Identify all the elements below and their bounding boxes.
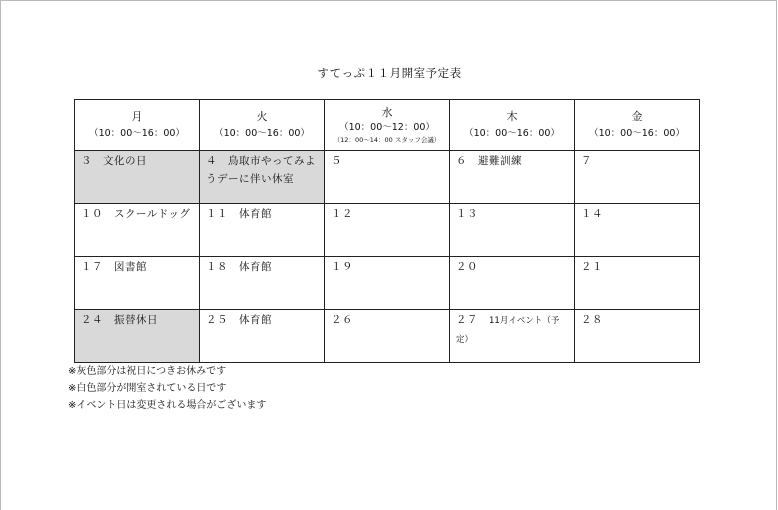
date-cell xyxy=(450,204,575,257)
date-text: １８ 体育館 xyxy=(206,261,272,273)
date-text: １１ 体育館 xyxy=(206,208,272,220)
footnotes xyxy=(68,363,266,414)
footnote: ※白色部分が開室されている日です xyxy=(68,383,227,394)
hours-label: （10：00〜16：00） xyxy=(89,128,185,139)
hours-label: （10：00〜12：00） xyxy=(339,121,435,133)
header-cell-tue xyxy=(200,100,325,151)
date-text: １０ スクールドッグ xyxy=(81,208,191,220)
day-label: 月 xyxy=(131,110,143,123)
date-cell xyxy=(75,310,200,363)
date-cell xyxy=(575,257,700,310)
date-text: ２１ xyxy=(581,261,603,273)
date-text: １４ xyxy=(581,208,603,220)
date-text: １９ xyxy=(331,261,353,273)
footnote: ※灰色部分は祝日につきお休みです xyxy=(68,366,227,377)
week-row xyxy=(75,151,700,204)
hours-label: （10：00〜16：00） xyxy=(214,128,310,139)
hours-label: （10：00〜16：00） xyxy=(464,128,560,139)
week-row xyxy=(75,310,700,363)
hours-label: （10：00〜16：00） xyxy=(589,128,685,139)
date-cell xyxy=(325,204,450,257)
footnote: ※イベント日は変更される場合がございます xyxy=(68,400,267,411)
date-cell xyxy=(575,204,700,257)
page-title: すてっぷ１１月開室予定表 xyxy=(317,66,462,80)
date-text: ４ 鳥取市やってみようデーに伴い休室 xyxy=(206,155,316,185)
date-cell xyxy=(325,257,450,310)
date-cell xyxy=(75,257,200,310)
header-cell-fri xyxy=(575,100,700,151)
day-label: 金 xyxy=(631,110,643,123)
date-cell xyxy=(200,204,325,257)
date-text: ３ 文化の日 xyxy=(81,155,147,167)
schedule-table xyxy=(74,99,700,363)
date-cell xyxy=(75,204,200,257)
date-cell xyxy=(200,310,325,363)
header-row xyxy=(75,100,700,151)
date-text: １３ xyxy=(456,208,478,220)
date-text: ２４ 振替休日 xyxy=(81,314,158,326)
date-text: ２０ xyxy=(456,261,478,273)
date-cell xyxy=(325,151,450,204)
day-label: 水 xyxy=(381,105,393,119)
date-cell xyxy=(450,310,575,363)
date-text: ２５ 体育館 xyxy=(206,314,272,326)
date-cell xyxy=(325,310,450,363)
date-text: １２ xyxy=(331,208,353,220)
meeting-note: （12：00〜14：00 スタッフ会議） xyxy=(333,135,441,144)
header-cell-mon xyxy=(75,100,200,151)
date-text: ２６ xyxy=(331,314,353,326)
date-cell xyxy=(575,151,700,204)
date-text: ２８ xyxy=(581,314,603,326)
date-cell xyxy=(575,310,700,363)
date-cell xyxy=(200,257,325,310)
date-text: ２７ xyxy=(456,314,478,326)
date-cell xyxy=(200,151,325,204)
date-cell xyxy=(450,257,575,310)
date-cell xyxy=(450,151,575,204)
event-note: 11月イベント（予定） xyxy=(456,316,560,345)
day-label: 火 xyxy=(256,110,268,123)
date-text: ６ 避難訓練 xyxy=(456,155,522,167)
week-row xyxy=(75,204,700,257)
header-cell-wed xyxy=(325,100,450,151)
date-text: ７ xyxy=(581,155,592,167)
date-cell xyxy=(75,151,200,204)
day-label: 木 xyxy=(506,110,518,123)
date-text: １７ 図書館 xyxy=(81,261,147,273)
date-text: ５ xyxy=(331,155,342,167)
header-cell-thu xyxy=(450,100,575,151)
week-row xyxy=(75,257,700,310)
